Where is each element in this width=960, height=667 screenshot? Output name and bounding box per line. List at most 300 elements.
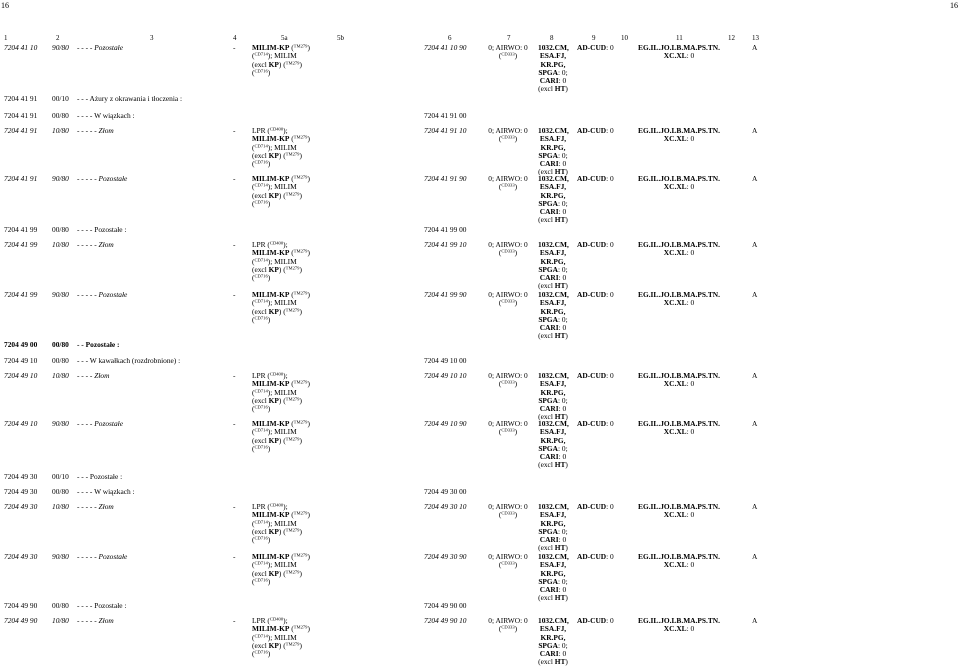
preference-list [538, 503, 568, 553]
measure-rule-line: ($^{CD714}$); MILIM [252, 298, 297, 308]
cn-code: 7204 49 30 [4, 487, 38, 496]
keyword: KP [268, 264, 279, 274]
keyword: HT [554, 84, 566, 94]
keyword: MILIM-KP [252, 290, 290, 299]
measure-rule-line: LPR ($^{CD400}$); [252, 502, 288, 511]
preference-line: CARI: 0 [539, 452, 567, 462]
code-superscript: CD714 [254, 428, 268, 433]
code-superscript: TM279 [285, 191, 300, 197]
keyword: XC.XL [663, 134, 687, 144]
measure-rule-line: MILIM-KP ($^{TM279}$) [252, 552, 310, 561]
keyword: KP [268, 640, 279, 650]
keyword: MILIM-KP [252, 379, 290, 389]
anti-dumping-value: AD-CUD: 0 [577, 240, 614, 249]
measure-rules [252, 127, 310, 168]
country-group-list [634, 44, 724, 61]
preference-line: CARI: 0 [539, 649, 567, 659]
preference-line: (excl HT) [538, 331, 568, 341]
duty-line: ($^{CD333}$) [498, 51, 518, 61]
duty-line: 0; AIRWO: 0 [488, 552, 528, 561]
taric-suffix: 10/80 [52, 616, 69, 625]
keyword: 1032.CM, [538, 174, 569, 183]
goods-description: - - - Ażury z okrawania i tłoczenia : [77, 94, 183, 103]
keyword: SPGA [538, 67, 559, 77]
preference-list [538, 44, 568, 94]
cn-code: 7204 49 90 [4, 616, 38, 625]
code-superscript: CD716 [254, 444, 268, 450]
taric-suffix: 00/80 [52, 340, 69, 349]
keyword: SPGA [538, 576, 559, 586]
code-superscript: CD716 [254, 273, 268, 279]
keyword: 1032.CM, [538, 126, 569, 135]
preference-line: SPGA: 0; [538, 314, 568, 324]
code-superscript: CD333 [501, 561, 515, 566]
code-superscript: TM279 [285, 307, 300, 313]
code-superscript: CD716 [254, 159, 268, 165]
column-13-flag: A [752, 290, 758, 299]
keyword: KR.PG, [540, 142, 566, 152]
taric-suffix: 10/80 [52, 371, 69, 380]
keyword: MILIM-KP [252, 419, 290, 428]
keyword: AD-CUD [577, 43, 607, 52]
keyword: AD-CUD [577, 126, 607, 135]
anti-dumping-value: AD-CUD: 0 [577, 616, 614, 625]
column-4-value: - [233, 43, 236, 52]
measure-rule-line: (excl KP) ($^{TM279}$) [252, 306, 302, 316]
goods-description: - - - - - Pozostałe [77, 174, 128, 183]
measure-rule-line: (excl KP) ($^{TM279}$) [252, 526, 302, 536]
cn-code: 7204 41 99 [4, 290, 38, 299]
measure-rule-line: (excl KP) ($^{TM279}$) [252, 640, 302, 650]
keyword: SPGA [538, 640, 559, 650]
preference-line: SPGA: 0; [538, 67, 568, 77]
preference-line: SPGA: 0; [538, 395, 568, 405]
cn-code: 7204 41 91 [4, 94, 38, 103]
keyword: CARI [539, 649, 559, 659]
cn-code: 7204 41 91 [4, 111, 38, 120]
column-header-10: 10 [621, 34, 628, 42]
column-4-value: - [233, 552, 236, 561]
keyword: EG.IL.JO.LB.MA.PS.TN. [638, 552, 720, 561]
keyword: CARI [539, 76, 559, 86]
keyword: MILIM-KP [252, 134, 290, 144]
keyword: KR.PG, [540, 306, 566, 316]
column-header-5b: 5b [337, 34, 344, 42]
taric-suffix: 00/80 [52, 111, 69, 120]
country-group-line: XC.XL: 0 [663, 298, 695, 308]
keyword: EG.IL.JO.LB.MA.PS.TN. [638, 240, 720, 249]
duty-line: ($^{CD333}$) [498, 560, 518, 570]
keyword: KP [268, 435, 279, 445]
taric-suffix: 00/80 [52, 487, 69, 496]
anti-dumping-value: AD-CUD: 0 [577, 43, 614, 52]
preference-line: (excl HT) [538, 460, 568, 470]
column-header-6: 6 [448, 34, 452, 42]
combined-nomenclature-code: 7204 41 99 90 [424, 290, 467, 299]
combined-nomenclature-code: 7204 41 91 90 [424, 174, 467, 183]
country-group-line: XC.XL: 0 [663, 427, 695, 437]
keyword: CARI [539, 207, 559, 217]
duty-airwo [486, 420, 530, 437]
column-header-2: 2 [56, 34, 60, 42]
column-header-11: 11 [676, 34, 683, 42]
measure-rule-line: LPR ($^{CD400}$); [252, 240, 288, 249]
code-superscript: CD714 [254, 143, 268, 149]
keyword: 1032.CM, [538, 43, 569, 52]
preference-line: (excl HT) [538, 657, 568, 667]
keyword: HT [554, 412, 566, 422]
measure-rules [252, 372, 310, 413]
cn-code: 7204 49 00 [4, 340, 38, 349]
preference-list [538, 617, 568, 667]
keyword: KR.PG, [540, 568, 566, 578]
measure-rules [252, 617, 310, 658]
code-superscript: TM279 [293, 552, 308, 558]
taric-suffix: 90/80 [52, 174, 69, 183]
code-superscript: TM279 [293, 625, 308, 630]
keyword: EG.IL.JO.LB.MA.PS.TN. [638, 419, 720, 428]
keyword: XC.XL [663, 510, 687, 520]
keyword: EG.IL.JO.LB.MA.PS.TN. [638, 616, 720, 625]
keyword: ESA.FJ, [539, 134, 567, 144]
taric-suffix: 90/80 [52, 43, 69, 52]
keyword: 1032.CM, [538, 240, 569, 249]
keyword: KR.PG, [540, 435, 566, 445]
preference-line: CARI: 0 [539, 76, 567, 86]
preference-line: (excl HT) [538, 543, 568, 553]
preference-list [538, 175, 568, 225]
measure-rule-line: ($^{CD716}$) [252, 443, 271, 453]
taric-suffix: 10/80 [52, 126, 69, 135]
goods-description: - - - - - Złom [77, 616, 114, 625]
column-4-value: - [233, 502, 236, 511]
measure-rule-line: LPR ($^{CD400}$); [252, 371, 288, 380]
measure-rule-line: ($^{CD716}$) [252, 314, 271, 324]
column-13-flag: A [752, 502, 758, 511]
duty-airwo [486, 175, 530, 192]
goods-description: - - - - Złom [77, 371, 110, 380]
measure-rule-line: MILIM-KP ($^{TM279}$) [252, 379, 310, 389]
keyword: CARI [539, 535, 559, 545]
measure-rule-line: MILIM-KP ($^{TM279}$) [252, 134, 310, 144]
code-superscript: CD333 [501, 183, 515, 188]
duty-line: 0; AIRWO: 0 [488, 43, 528, 52]
country-group-list [634, 553, 724, 570]
duty-line: ($^{CD333}$) [498, 379, 518, 389]
keyword: SPGA [538, 264, 559, 274]
duty-airwo [486, 44, 530, 61]
preference-line: (excl HT) [538, 84, 568, 94]
code-superscript: CD333 [501, 428, 515, 433]
code-superscript: TM279 [285, 60, 300, 66]
duty-line: ($^{CD333}$) [498, 134, 518, 144]
keyword: SPGA [538, 395, 559, 405]
measure-rule-line: (excl KP) ($^{TM279}$) [252, 435, 302, 445]
keyword: AD-CUD [577, 240, 607, 249]
preference-line: CARI: 0 [539, 585, 567, 595]
code-superscript: CD400 [269, 126, 284, 132]
country-group-line: XC.XL: 0 [663, 379, 695, 389]
goods-description: - - - - W wiązkach : [77, 487, 135, 496]
keyword: SPGA [538, 526, 559, 536]
country-group-line: XC.XL: 0 [663, 51, 695, 61]
measure-rule-line: ($^{CD716}$) [252, 67, 271, 77]
anti-dumping-value: AD-CUD: 0 [577, 419, 614, 428]
measure-rules [252, 503, 310, 544]
column-13-flag: A [752, 43, 758, 52]
keyword: MILIM-KP [252, 624, 290, 634]
code-superscript: CD716 [254, 649, 268, 655]
duty-line: 0; AIRWO: 0 [488, 240, 528, 249]
code-superscript: CD716 [254, 535, 268, 541]
measure-rule-line: (excl KP) ($^{TM279}$) [252, 568, 302, 578]
cn-code: 7204 49 10 [4, 371, 38, 380]
code-superscript: CD400 [269, 240, 284, 246]
keyword: XC.XL [663, 560, 687, 570]
combined-nomenclature-code: 7204 49 10 00 [424, 356, 467, 365]
measure-rule-line: (excl KP) ($^{TM279}$) [252, 150, 302, 160]
keyword: XC.XL [663, 248, 687, 258]
code-superscript: CD714 [254, 183, 268, 188]
goods-description: - - Pozostałe : [77, 340, 120, 349]
anti-dumping-value: AD-CUD: 0 [577, 371, 614, 380]
code-superscript: TM279 [293, 511, 308, 516]
combined-nomenclature-code: 7204 49 90 10 [424, 616, 467, 625]
keyword: ESA.FJ, [539, 624, 567, 634]
keyword: XC.XL [663, 51, 687, 61]
goods-description: - - - - Pozostałe : [77, 225, 127, 234]
combined-nomenclature-code: 7204 49 10 10 [424, 371, 467, 380]
keyword: EG.IL.JO.LB.MA.PS.TN. [638, 43, 720, 52]
cn-code: 7204 49 90 [4, 601, 38, 610]
keyword: KP [268, 395, 279, 405]
country-group-line: XC.XL: 0 [663, 624, 695, 634]
duty-line: ($^{CD333}$) [498, 427, 518, 437]
code-superscript: CD333 [501, 249, 515, 254]
column-4-value: - [233, 290, 236, 299]
column-header-7: 7 [507, 34, 511, 42]
keyword: AD-CUD [577, 552, 607, 561]
preference-line: CARI: 0 [539, 323, 567, 333]
anti-dumping-value: AD-CUD: 0 [577, 290, 614, 299]
keyword: KP [268, 526, 279, 536]
keyword: SPGA [538, 150, 559, 160]
combined-nomenclature-code: 7204 49 10 90 [424, 419, 467, 428]
preference-line: (excl HT) [538, 281, 568, 291]
keyword: KP [268, 306, 279, 316]
keyword: XC.XL [663, 624, 687, 634]
preference-line: CARI: 0 [539, 404, 567, 414]
column-4-value: - [233, 240, 236, 249]
duty-airwo [486, 241, 530, 258]
goods-description: - - - - - Złom [77, 502, 114, 511]
keyword: KR.PG, [540, 59, 566, 69]
keyword: XC.XL [663, 298, 687, 308]
measure-rule-line: ($^{CD716}$) [252, 198, 271, 208]
duty-airwo [486, 617, 530, 634]
measure-rule-line: ($^{CD714}$); MILIM [252, 560, 297, 570]
column-13-flag: A [752, 126, 758, 135]
keyword: KR.PG, [540, 387, 566, 397]
measure-rule-line: ($^{CD714}$); MILIM [252, 427, 297, 437]
cn-code: 7204 41 91 [4, 174, 38, 183]
keyword: KP [268, 59, 279, 69]
preference-list [538, 291, 568, 341]
measure-rule-line: MILIM-KP ($^{TM279}$) [252, 510, 310, 520]
keyword: HT [554, 281, 566, 291]
combined-nomenclature-code: 7204 41 91 10 [424, 126, 467, 135]
country-group-list [634, 503, 724, 520]
keyword: XC.XL [663, 182, 687, 192]
measure-rule-line: ($^{CD716}$) [252, 159, 271, 169]
preference-line: (excl HT) [538, 215, 568, 225]
goods-description: - - - - Pozostałe [77, 419, 123, 428]
preference-line: CARI: 0 [539, 535, 567, 545]
preference-line: SPGA: 0; [538, 576, 568, 586]
duty-line: ($^{CD333}$) [498, 182, 518, 192]
keyword: MILIM-KP [252, 174, 290, 183]
code-superscript: TM279 [285, 569, 300, 575]
keyword: SPGA [538, 198, 559, 208]
measure-rule-line: ($^{CD714}$); MILIM [252, 142, 297, 152]
country-group-line: XC.XL: 0 [663, 134, 695, 144]
column-13-flag: A [752, 552, 758, 561]
preference-line: SPGA: 0; [538, 443, 568, 453]
preference-list [538, 553, 568, 603]
measure-rule-line: ($^{CD714}$); MILIM [252, 256, 297, 266]
measure-rules [252, 291, 310, 324]
cn-code: 7204 49 10 [4, 356, 38, 365]
country-group-list [634, 420, 724, 437]
combined-nomenclature-code: 7204 49 30 10 [424, 502, 467, 511]
code-superscript: CD716 [254, 315, 268, 321]
combined-nomenclature-code: 7204 49 30 00 [424, 487, 467, 496]
keyword: ESA.FJ, [539, 182, 567, 192]
keyword: KR.PG, [540, 518, 566, 528]
preference-line: (excl HT) [538, 593, 568, 603]
preference-list [538, 372, 568, 422]
keyword: 1032.CM, [538, 419, 569, 428]
measure-rule-line: ($^{CD714}$); MILIM [252, 51, 297, 61]
taric-suffix: 00/80 [52, 601, 69, 610]
keyword: CARI [539, 585, 559, 595]
keyword: AD-CUD [577, 419, 607, 428]
goods-description: - - - - - Pozostałe [77, 290, 128, 299]
keyword: MILIM-KP [252, 43, 290, 52]
goods-description: - - - - Pozostałe : [77, 601, 127, 610]
code-superscript: CD714 [254, 561, 268, 566]
code-superscript: CD714 [254, 519, 268, 525]
goods-description: - - - - W wiązkach : [77, 111, 135, 120]
column-4-value: - [233, 419, 236, 428]
cn-code: 7204 41 10 [4, 43, 38, 52]
measure-rule-line: MILIM-KP ($^{TM279}$) [252, 624, 310, 634]
country-group-line: XC.XL: 0 [663, 182, 695, 192]
keyword: HT [554, 215, 566, 225]
country-group-line: XC.XL: 0 [663, 560, 695, 570]
measure-rule-line: ($^{CD714}$); MILIM [252, 518, 297, 528]
measure-rule-line: (excl KP) ($^{TM279}$) [252, 190, 302, 200]
preference-line: CARI: 0 [539, 273, 567, 283]
measure-rule-line: LPR ($^{CD400}$); [252, 126, 288, 135]
combined-nomenclature-code: 7204 41 91 00 [424, 111, 467, 120]
goods-description: - - - - - Złom [77, 126, 114, 135]
keyword: KP [268, 190, 279, 200]
keyword: EG.IL.JO.LB.MA.PS.TN. [638, 290, 720, 299]
measure-rule-line: MILIM-KP ($^{TM279}$) [252, 419, 310, 428]
keyword: 1032.CM, [538, 290, 569, 299]
measure-rule-line: ($^{CD716}$) [252, 535, 271, 545]
taric-suffix: 10/80 [52, 502, 69, 511]
measure-rule-line: MILIM-KP ($^{TM279}$) [252, 248, 310, 258]
measure-rule-line: ($^{CD714}$); MILIM [252, 387, 297, 397]
keyword: 1032.CM, [538, 502, 569, 511]
code-superscript: TM279 [293, 290, 308, 296]
anti-dumping-value: AD-CUD: 0 [577, 502, 614, 511]
column-13-flag: A [752, 371, 758, 380]
cn-code: 7204 49 30 [4, 552, 38, 561]
combined-nomenclature-code: 7204 49 90 00 [424, 601, 467, 610]
code-superscript: TM279 [293, 174, 308, 180]
combined-nomenclature-code: 7204 41 10 90 [424, 43, 467, 52]
anti-dumping-value: AD-CUD: 0 [577, 126, 614, 135]
taric-suffix: 90/80 [52, 552, 69, 561]
preference-line: SPGA: 0; [538, 264, 568, 274]
measure-rule-line: ($^{CD716}$) [252, 404, 271, 414]
code-superscript: CD333 [501, 380, 515, 385]
keyword: AD-CUD [577, 502, 607, 511]
keyword: KR.PG, [540, 256, 566, 266]
duty-airwo [486, 553, 530, 570]
keyword: 1032.CM, [538, 616, 569, 625]
keyword: SPGA [538, 443, 559, 453]
code-superscript: CD714 [254, 633, 268, 639]
keyword: ESA.FJ, [539, 427, 567, 437]
preference-line: SPGA: 0; [538, 150, 568, 160]
keyword: HT [554, 460, 566, 470]
measure-rule-line: MILIM-KP ($^{TM279}$) [252, 174, 310, 183]
code-superscript: CD400 [269, 371, 284, 377]
keyword: AD-CUD [577, 290, 607, 299]
duty-airwo [486, 291, 530, 308]
country-group-line: XC.XL: 0 [663, 248, 695, 258]
keyword: KR.PG, [540, 632, 566, 642]
cn-code: 7204 49 30 [4, 502, 38, 511]
keyword: EG.IL.JO.LB.MA.PS.TN. [638, 371, 720, 380]
keyword: CARI [539, 323, 559, 333]
cn-code: 7204 41 99 [4, 240, 38, 249]
keyword: HT [554, 657, 566, 667]
column-header-4: 4 [233, 34, 237, 42]
column-4-value: - [233, 371, 236, 380]
country-group-list [634, 127, 724, 144]
goods-description: - - - W kawałkach (rozdrobnione) : [77, 356, 181, 365]
combined-nomenclature-code: 7204 41 99 10 [424, 240, 467, 249]
keyword: AD-CUD [577, 174, 607, 183]
code-superscript: CD714 [254, 257, 268, 263]
column-header-5a: 5a [281, 34, 288, 42]
measure-rules [252, 420, 310, 453]
cn-code: 7204 41 91 [4, 126, 38, 135]
code-superscript: TM279 [293, 43, 308, 49]
keyword: KP [268, 150, 279, 160]
preference-list [538, 127, 568, 177]
combined-nomenclature-code: 7204 49 30 90 [424, 552, 467, 561]
column-13-flag: A [752, 174, 758, 183]
code-superscript: CD714 [254, 388, 268, 394]
code-superscript: CD716 [254, 404, 268, 410]
keyword: KR.PG, [540, 190, 566, 200]
